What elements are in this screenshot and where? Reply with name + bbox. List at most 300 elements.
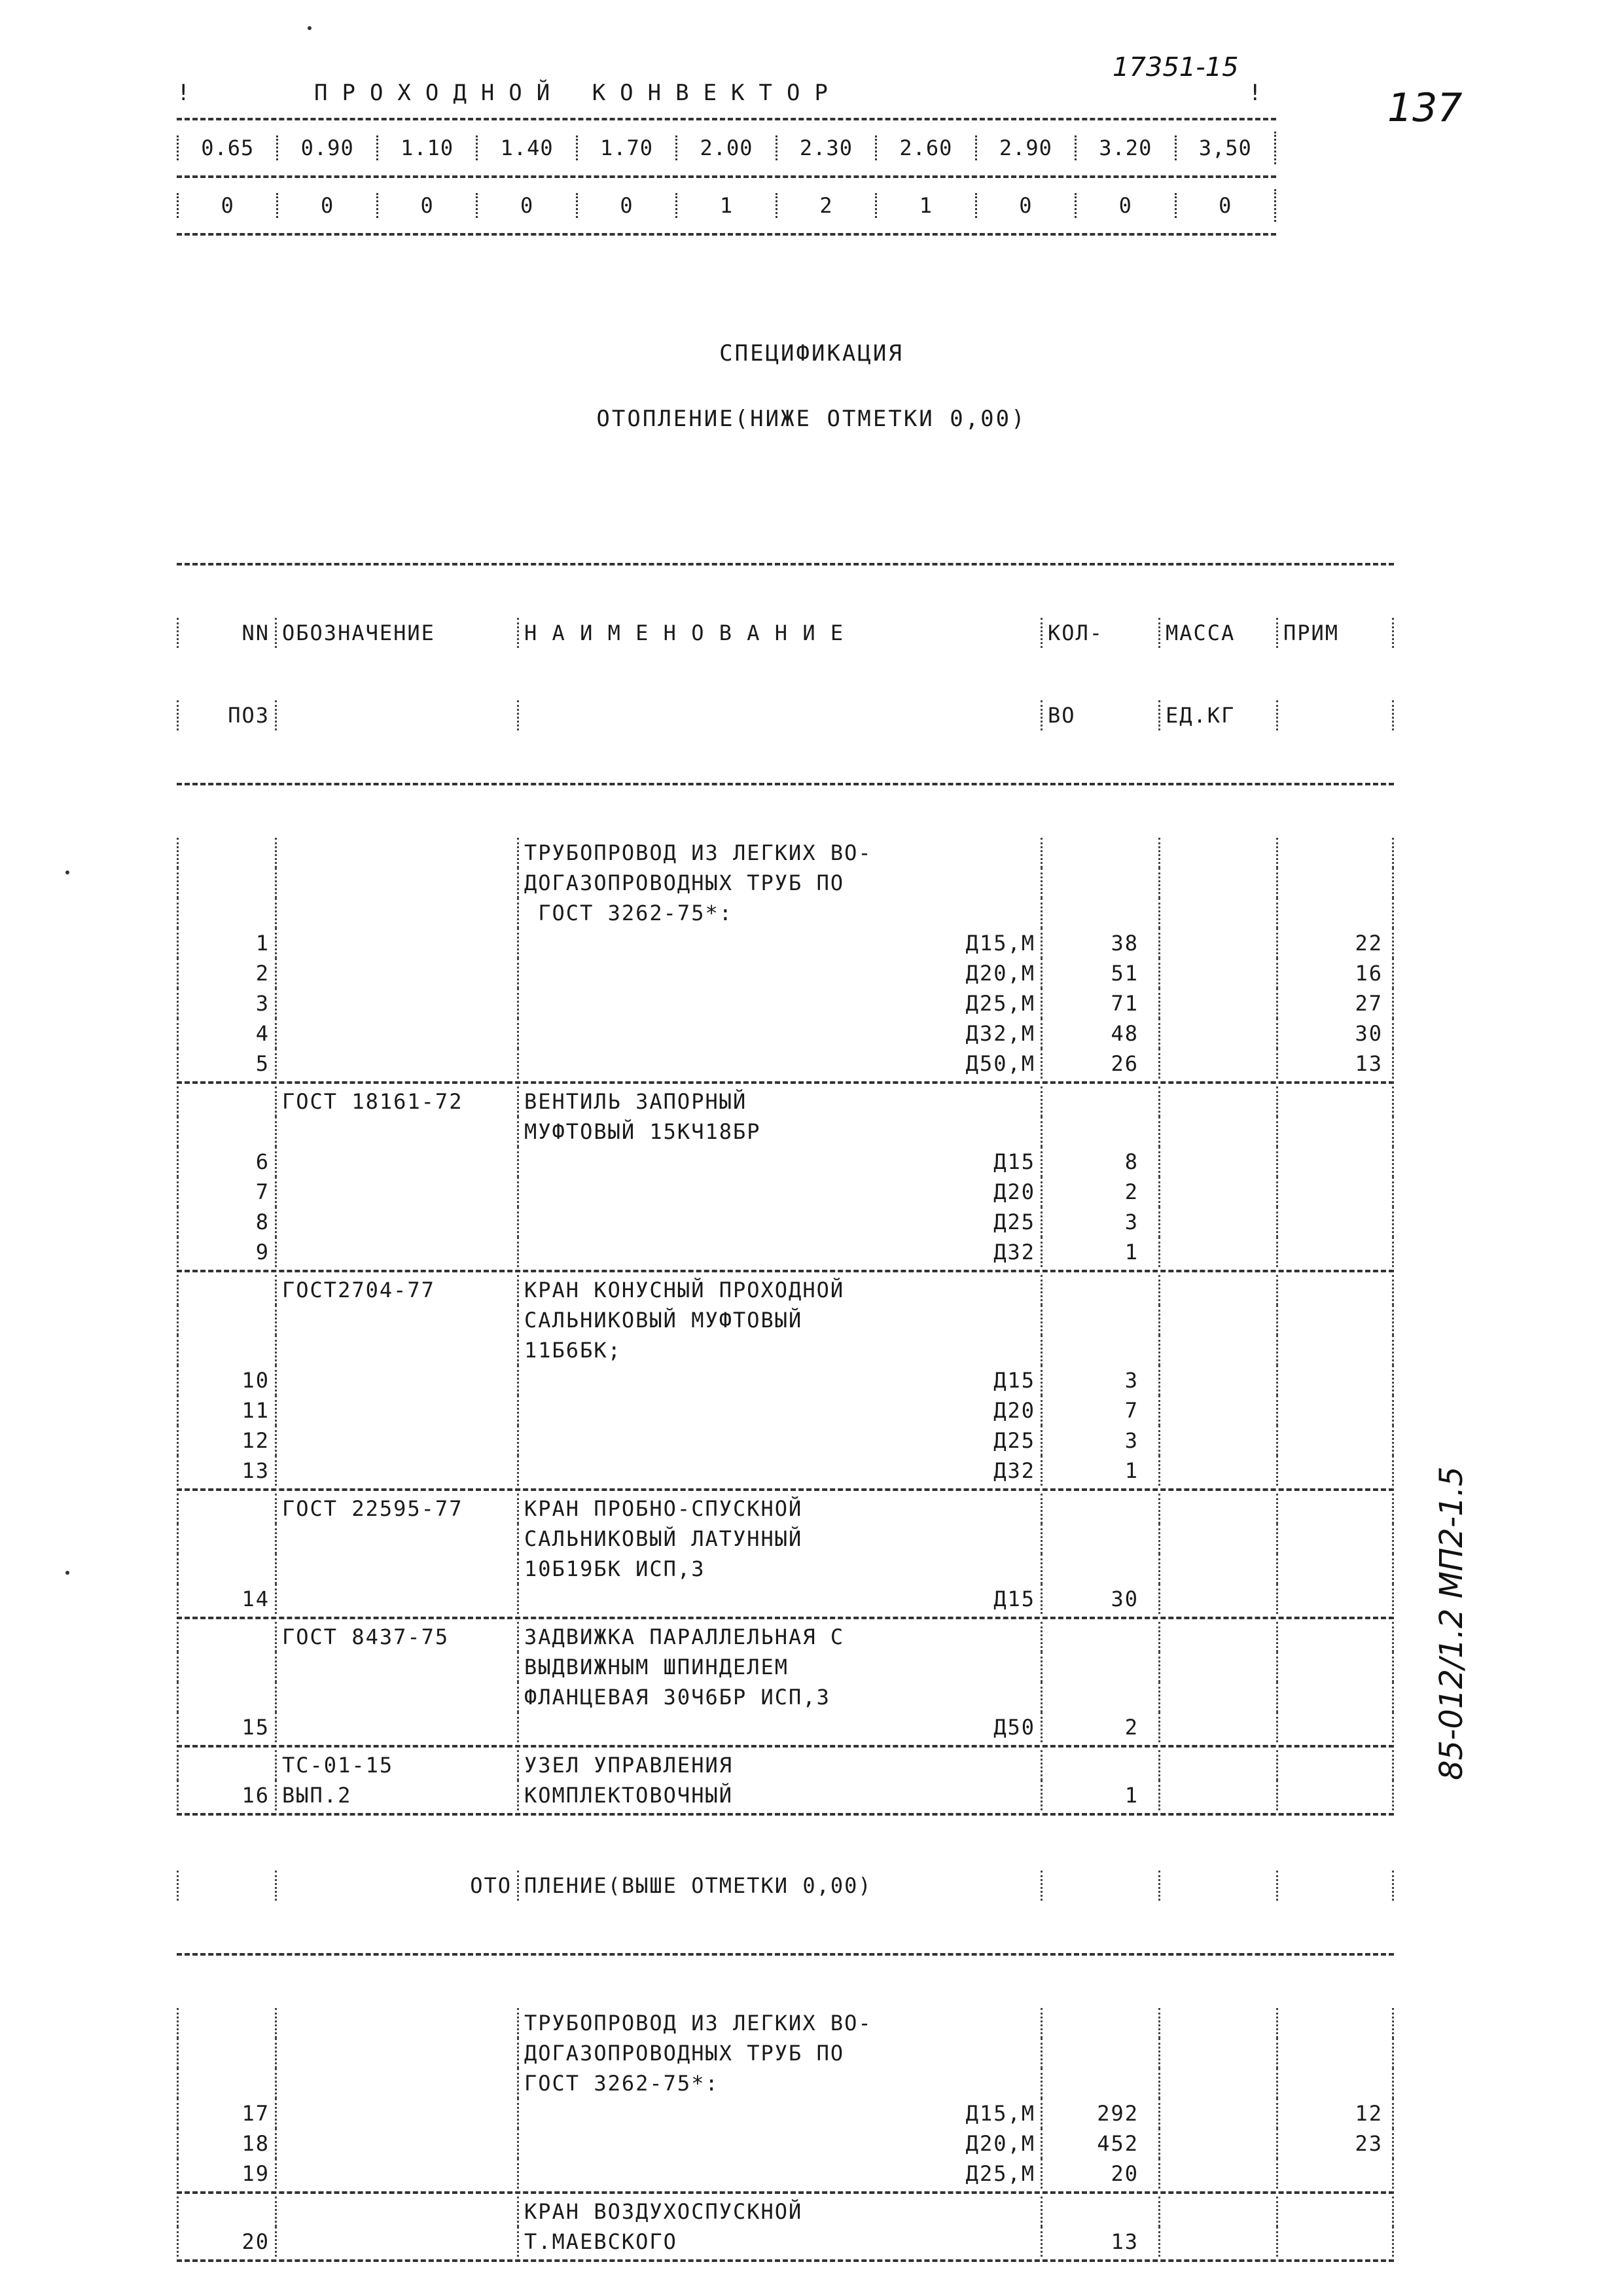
row-mass: [1158, 988, 1276, 1018]
row-quantity: 71: [1041, 988, 1158, 1018]
col-qty-header-2: ВО: [1041, 700, 1158, 730]
row-quantity: 7: [1041, 1395, 1158, 1426]
row-name: САЛЬНИКОВЫЙ ЛАТУННЫЙ: [524, 1526, 803, 1551]
row-position: [177, 1652, 275, 1682]
row-position: 6: [177, 1147, 275, 1177]
row-position: 18: [177, 2128, 275, 2159]
divider: [177, 1617, 1394, 1619]
row-designation: [275, 1049, 517, 1079]
row-size: Д50,М: [965, 1051, 1035, 1076]
row-position: 8: [177, 1207, 275, 1237]
row-size: Д25: [993, 1428, 1035, 1453]
row-note: [1276, 838, 1394, 868]
section-label-right: ПЛЕНИЕ(ВЫШЕ ОТМЕТКИ 0,00): [517, 1871, 1041, 1901]
row-position: [177, 1622, 275, 1652]
table-row: [177, 2098, 1394, 2128]
row-name-cell: [517, 838, 1041, 868]
row-name-cell: [517, 1652, 1041, 1682]
row-mass: [1158, 1524, 1276, 1554]
convector-size-cell: 3,50: [1175, 135, 1274, 160]
row-size: Д15,М: [965, 2101, 1035, 2126]
row-note: [1276, 1147, 1394, 1177]
row-mass: [1158, 868, 1276, 898]
row-quantity: 48: [1041, 1018, 1158, 1049]
row-name-cell: [517, 1018, 1041, 1049]
row-position: 15: [177, 1712, 275, 1742]
table-row: [177, 1049, 1394, 1079]
row-name-cell: [517, 1682, 1041, 1712]
divider: [177, 1745, 1394, 1748]
row-note: [1276, 2008, 1394, 2038]
row-size: Д50: [993, 1715, 1035, 1740]
row-name: ТРУБОПРОВОД ИЗ ЛЕГКИХ ВО-: [524, 2011, 872, 2036]
row-designation: ГОСТ 22595-77: [275, 1494, 517, 1524]
row-quantity: 1: [1041, 1780, 1158, 1810]
row-mass: [1158, 1395, 1276, 1426]
col-mass-header-2: ЕД.КГ: [1158, 700, 1276, 730]
row-note: [1276, 1682, 1394, 1712]
row-mass: [1158, 2038, 1276, 2068]
convector-count-cell: 0: [376, 193, 476, 218]
table-row: [177, 1622, 1394, 1652]
row-designation: [275, 1147, 517, 1177]
row-name-cell: [517, 1237, 1041, 1267]
row-quantity: 452: [1041, 2128, 1158, 2159]
row-designation: [275, 1335, 517, 1365]
row-quantity: 3: [1041, 1207, 1158, 1237]
row-name: 11Б6БК;: [524, 1338, 622, 1363]
row-note: [1276, 868, 1394, 898]
row-mass: [1158, 1456, 1276, 1486]
row-position: 1: [177, 928, 275, 958]
row-name-cell: [517, 1049, 1041, 1079]
row-position: [177, 1275, 275, 1305]
page-number: 137: [1387, 85, 1463, 131]
row-designation: [275, 988, 517, 1018]
table-header-row-2: [177, 700, 1394, 730]
divider: [177, 1270, 1394, 1272]
row-name-cell: [517, 1524, 1041, 1554]
row-designation: [275, 2008, 517, 2038]
section-row: [177, 1871, 1394, 1901]
row-position: [177, 1494, 275, 1524]
row-name-cell: [517, 988, 1041, 1018]
row-designation: [275, 868, 517, 898]
row-name-cell: [517, 1584, 1041, 1614]
col-qty-header: КОЛ-: [1041, 618, 1158, 648]
row-position: [177, 838, 275, 868]
convector-size-cell: 0.90: [276, 135, 376, 160]
row-position: 19: [177, 2159, 275, 2189]
row-designation: [275, 1018, 517, 1049]
row-designation: [275, 1584, 517, 1614]
row-designation: [275, 1207, 517, 1237]
row-name-cell: [517, 2159, 1041, 2189]
row-designation: [275, 838, 517, 868]
row-name-cell: [517, 1275, 1041, 1305]
row-name: ТРУБОПРОВОД ИЗ ЛЕГКИХ ВО-: [524, 840, 872, 865]
row-designation: [275, 1652, 517, 1682]
table-row: [177, 1207, 1394, 1237]
row-position: [177, 2038, 275, 2068]
row-quantity: 3: [1041, 1426, 1158, 1456]
row-name: ГОСТ 3262-75*:: [524, 901, 733, 925]
row-note: [1276, 1365, 1394, 1395]
convector-count-cell: 0: [177, 193, 276, 218]
row-designation: [275, 2068, 517, 2098]
row-position: 20: [177, 2227, 275, 2257]
row-quantity: 2: [1041, 1712, 1158, 1742]
row-quantity: [1041, 868, 1158, 898]
row-name: ГОСТ 3262-75*:: [524, 2071, 719, 2096]
row-name-cell: [517, 1365, 1041, 1395]
convector-count-cell: 0: [476, 193, 575, 218]
row-mass: [1158, 958, 1276, 988]
row-mass: [1158, 1554, 1276, 1584]
convector-count-cell: 0: [576, 193, 675, 218]
row-note: [1276, 1305, 1394, 1335]
section-label-left: ОТО: [275, 1871, 517, 1901]
table-row: [177, 1652, 1394, 1682]
row-designation: [275, 1177, 517, 1207]
row-name: КРАН КОНУСНЫЙ ПРОХОДНОЙ: [524, 1278, 845, 1302]
row-quantity: 30: [1041, 1584, 1158, 1614]
row-position: 17: [177, 2098, 275, 2128]
row-note: 16: [1276, 958, 1394, 988]
divider: [177, 1488, 1394, 1491]
row-note: [1276, 1275, 1394, 1305]
row-designation: [275, 958, 517, 988]
row-quantity: [1041, 1622, 1158, 1652]
row-note: [1276, 1086, 1394, 1117]
table-row: [177, 1456, 1394, 1486]
convector-count-cell: 0: [1175, 193, 1274, 218]
table-row: [177, 958, 1394, 988]
row-note: [1276, 1584, 1394, 1614]
row-position: [177, 1117, 275, 1147]
row-designation: [275, 1712, 517, 1742]
row-position: [177, 868, 275, 898]
row-name: ВЕНТИЛЬ ЗАПОРНЫЙ: [524, 1089, 747, 1114]
row-mass: [1158, 1177, 1276, 1207]
row-note: [1276, 1780, 1394, 1810]
row-note: 30: [1276, 1018, 1394, 1049]
row-designation: [275, 1456, 517, 1486]
row-mass: [1158, 1237, 1276, 1267]
row-name-cell: [517, 1335, 1041, 1365]
convector-table-title-row: ! ПРОХОДНОЙ КОНВЕКТОР !: [177, 80, 1263, 106]
row-mass: [1158, 1049, 1276, 1079]
col-mass-header: МАССА: [1158, 618, 1276, 648]
convector-count-cell: 0: [276, 193, 376, 218]
row-designation: [275, 2128, 517, 2159]
row-position: [177, 1305, 275, 1335]
row-note: [1276, 1524, 1394, 1554]
convector-table: [177, 65, 1276, 236]
row-designation: [275, 2197, 517, 2227]
row-designation: ГОСТ 8437-75: [275, 1622, 517, 1652]
divider: [177, 233, 1276, 236]
col-designation-header: ОБОЗНАЧЕНИЕ: [275, 618, 517, 648]
row-quantity: [1041, 1086, 1158, 1117]
spec-title: СПЕЦИФИКАЦИЯ: [719, 340, 904, 367]
row-note: [1276, 1712, 1394, 1742]
row-position: [177, 1750, 275, 1780]
row-size: Д25,М: [965, 991, 1035, 1016]
row-quantity: 26: [1041, 1049, 1158, 1079]
convector-sizes-row: [177, 120, 1276, 175]
convector-size-cell: 0.65: [177, 135, 276, 160]
row-name-cell: [517, 1177, 1041, 1207]
row-note: [1276, 1554, 1394, 1584]
document-code: 17351-15: [1113, 52, 1239, 82]
row-designation: [275, 2227, 517, 2257]
row-quantity: [1041, 2008, 1158, 2038]
row-designation: [275, 1426, 517, 1456]
row-mass: [1158, 1584, 1276, 1614]
table-row: [177, 988, 1394, 1018]
row-mass: [1158, 1086, 1276, 1117]
spec-groups-below: [177, 838, 1394, 1816]
row-size: Д15: [993, 1587, 1035, 1611]
row-name-cell: [517, 928, 1041, 958]
row-designation: [275, 1554, 517, 1584]
row-position: [177, 1086, 275, 1117]
side-stamp-label: 85-012/1.2 МП2-1.5: [1433, 1466, 1470, 1780]
row-designation: [275, 1524, 517, 1554]
row-note: [1276, 1177, 1394, 1207]
row-name: ДОГАЗОПРОВОДНЫХ ТРУБ ПО: [524, 2041, 845, 2066]
row-note: [1276, 1426, 1394, 1456]
table-row: [177, 1018, 1394, 1049]
row-name-cell: [517, 958, 1041, 988]
row-quantity: [1041, 1652, 1158, 1682]
convector-counts-row: [177, 178, 1276, 233]
table-row: [177, 1426, 1394, 1456]
convector-count-cell: 1: [875, 193, 974, 218]
row-position: 5: [177, 1049, 275, 1079]
convector-size-cell: 2.90: [975, 135, 1075, 160]
row-position: 4: [177, 1018, 275, 1049]
row-designation: ВЫП.2: [275, 1780, 517, 1810]
convector-table-title: ПРОХОДНОЙ КОНВЕКТОР: [314, 80, 842, 106]
row-quantity: [1041, 2068, 1158, 2098]
row-size: Д32,М: [965, 1021, 1035, 1046]
row-name-cell: [517, 868, 1041, 898]
convector-count-cell: 0: [1075, 193, 1174, 218]
row-note: [1276, 1494, 1394, 1524]
row-position: 11: [177, 1395, 275, 1426]
row-position: [177, 2008, 275, 2038]
row-name-cell: [517, 1780, 1041, 1810]
row-note: 12: [1276, 2098, 1394, 2128]
convector-count-cell: 0: [975, 193, 1075, 218]
row-designation: [275, 928, 517, 958]
row-quantity: [1041, 2038, 1158, 2068]
row-position: [177, 898, 275, 928]
spec-groups-above: [177, 2008, 1394, 2262]
row-note: 22: [1276, 928, 1394, 958]
row-mass: [1158, 1750, 1276, 1780]
table-row: [177, 1712, 1394, 1742]
row-quantity: 51: [1041, 958, 1158, 988]
row-designation: [275, 1237, 517, 1267]
convector-count-cell: 2: [776, 193, 875, 218]
row-designation: [275, 2098, 517, 2128]
col-pos-header: NN: [177, 618, 275, 648]
table-row: [177, 2068, 1394, 2098]
row-size: Д20,М: [965, 2131, 1035, 2156]
row-name-cell: [517, 2068, 1041, 2098]
table-header-row: [177, 618, 1394, 648]
divider: [177, 1081, 1394, 1084]
table-row: [177, 2197, 1394, 2227]
row-quantity: [1041, 1335, 1158, 1365]
col-note-header: ПРИМ: [1276, 618, 1394, 648]
convector-size-cell: 2.60: [875, 135, 974, 160]
row-mass: [1158, 1682, 1276, 1712]
divider: [177, 563, 1394, 565]
row-mass: [1158, 1275, 1276, 1305]
row-position: [177, 1524, 275, 1554]
row-name: КРАН ВОЗДУХОСПУСКНОЙ: [524, 2199, 803, 2224]
row-mass: [1158, 1117, 1276, 1147]
row-position: 14: [177, 1584, 275, 1614]
row-size: Д25,М: [965, 2161, 1035, 2186]
row-mass: [1158, 2159, 1276, 2189]
table-row: [177, 1177, 1394, 1207]
row-note: [1276, 1622, 1394, 1652]
row-name-cell: [517, 1622, 1041, 1652]
row-position: 7: [177, 1177, 275, 1207]
row-size: Д32: [993, 1240, 1035, 1265]
row-note: [1276, 898, 1394, 928]
divider: [177, 783, 1394, 785]
table-row: [177, 1365, 1394, 1395]
row-designation: [275, 2159, 517, 2189]
scan-speck: [308, 26, 312, 30]
row-note: [1276, 1335, 1394, 1365]
row-name-cell: [517, 1456, 1041, 1486]
row-note: 13: [1276, 1049, 1394, 1079]
table-row: [177, 1086, 1394, 1117]
row-mass: [1158, 1207, 1276, 1237]
row-quantity: [1041, 1275, 1158, 1305]
row-size: Д25: [993, 1210, 1035, 1234]
row-quantity: [1041, 838, 1158, 868]
row-mass: [1158, 2008, 1276, 2038]
row-mass: [1158, 2197, 1276, 2227]
row-size: Д20: [993, 1398, 1035, 1423]
row-note: [1276, 1395, 1394, 1426]
row-designation: [275, 1117, 517, 1147]
row-position: [177, 1682, 275, 1712]
row-position: [177, 1554, 275, 1584]
row-quantity: [1041, 1305, 1158, 1335]
table-row: [177, 2008, 1394, 2038]
row-designation: [275, 1305, 517, 1335]
row-designation: [275, 2038, 517, 2068]
row-position: 2: [177, 958, 275, 988]
row-name-cell: [517, 2227, 1041, 2257]
row-name-cell: [517, 1305, 1041, 1335]
col-name-header: Н А И М Е Н О В А Н И Е: [517, 618, 1041, 648]
row-name-cell: [517, 1207, 1041, 1237]
row-note: [1276, 2068, 1394, 2098]
row-designation: ТС-01-15: [275, 1750, 517, 1780]
row-note: [1276, 1207, 1394, 1237]
row-mass: [1158, 1494, 1276, 1524]
row-quantity: [1041, 1554, 1158, 1584]
row-mass: [1158, 1652, 1276, 1682]
table-row: [177, 2128, 1394, 2159]
convector-size-cell: 3.20: [1075, 135, 1174, 160]
spec-subtitle: ОТОПЛЕНИЕ(НИЖЕ ОТМЕТКИ 0,00): [596, 406, 1027, 432]
table-row: [177, 1584, 1394, 1614]
row-name-cell: [517, 1147, 1041, 1177]
row-name: УЗЕЛ УПРАВЛЕНИЯ: [524, 1753, 733, 1778]
row-quantity: 2: [1041, 1177, 1158, 1207]
row-position: 12: [177, 1426, 275, 1456]
row-position: [177, 2197, 275, 2227]
table-row: [177, 1147, 1394, 1177]
row-quantity: 1: [1041, 1237, 1158, 1267]
row-quantity: 13: [1041, 2227, 1158, 2257]
row-note: [1276, 2159, 1394, 2189]
row-name: ЗАДВИЖКА ПАРАЛЛЕЛЬНАЯ С: [524, 1624, 845, 1649]
row-name-cell: [517, 898, 1041, 928]
row-name-cell: [517, 1712, 1041, 1742]
table-row: [177, 1554, 1394, 1584]
row-mass: [1158, 1335, 1276, 1365]
row-name-cell: [517, 2197, 1041, 2227]
row-name: МУФТОВЫЙ 15КЧ18БР: [524, 1119, 761, 1144]
row-quantity: [1041, 1117, 1158, 1147]
scan-speck: [65, 870, 69, 874]
row-quantity: 292: [1041, 2098, 1158, 2128]
row-note: [1276, 2038, 1394, 2068]
row-position: 13: [177, 1456, 275, 1486]
row-mass: [1158, 1018, 1276, 1049]
row-name: КРАН ПРОБНО-СПУСКНОЙ: [524, 1496, 803, 1521]
row-mass: [1158, 838, 1276, 868]
row-name: ВЫДВИЖНЫМ ШПИНДЕЛЕМ: [524, 1655, 789, 1679]
row-mass: [1158, 2227, 1276, 2257]
row-designation: [275, 1365, 517, 1395]
row-designation: [275, 898, 517, 928]
table-row: [177, 1305, 1394, 1335]
row-note: [1276, 2197, 1394, 2227]
table-row: [177, 1780, 1394, 1810]
row-position: [177, 2068, 275, 2098]
row-name-cell: [517, 1554, 1041, 1584]
row-mass: [1158, 2098, 1276, 2128]
row-mass: [1158, 1147, 1276, 1177]
row-position: 16: [177, 1780, 275, 1810]
row-name: КОМПЛЕКТОВОЧНЫЙ: [524, 1783, 733, 1808]
table-row: [177, 1682, 1394, 1712]
divider: [177, 2191, 1394, 2194]
convector-size-cell: 2.00: [675, 135, 775, 160]
row-position: [177, 1335, 275, 1365]
row-designation: ГОСТ 18161-72: [275, 1086, 517, 1117]
table-row: [177, 1275, 1394, 1305]
row-size: Д15: [993, 1368, 1035, 1393]
row-name: Т.МАЕВСКОГО: [524, 2229, 677, 2254]
row-designation: [275, 1682, 517, 1712]
row-name-cell: [517, 2008, 1041, 2038]
row-quantity: 20: [1041, 2159, 1158, 2189]
